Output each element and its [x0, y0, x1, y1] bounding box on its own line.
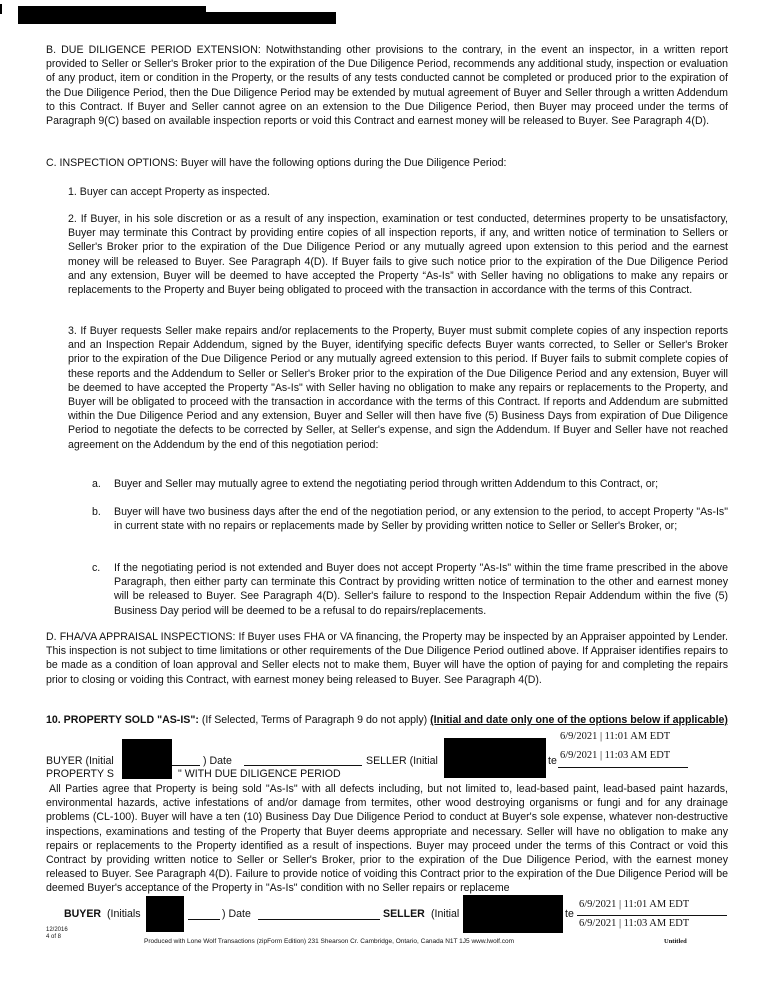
- sub-item-b-text: Buyer will have two business days after the end of the negotiation period, or any extension to the period, to accept Property "As-Is" in current state with no repairs or replacements made by Seller by providing written notice to Seller or Seller's Broker, or;: [114, 506, 728, 533]
- section-b-paragraph: B. DUE DILIGENCE PERIOD EXTENSION: Notwithstanding other provisions to the contrary, in the event an inspector, in a written report provided to Seller or Seller's Broker prior to the expiration of the Due Diligence Period, recommends any additional study, inspection or evaluation of any product, item or condition in the Property, or the results of any tests conducted cannot be completed or produced prior to the expiration of the Due Diligence Period, then the Due Diligence Period may be extended by mutual agreement of Buyer and Seller through a written Addendum to this Contract. If Buyer and Seller cannot agree on an extension to the Due Diligence Period, then Buyer may proceed under the terms of Paragraph 9(C) based on available inspection reports or void this Contract and earnest money will be released to Buyer. See Paragraph 4(D).: [46, 44, 728, 128]
- sub-item-c-label: c.: [92, 562, 101, 574]
- signature-date-stamp-4: 6/9/2021 | 11:03 AM EDT: [579, 918, 690, 929]
- seller2-label: SELLER: [383, 908, 425, 920]
- section-10-body: All Parties agree that Property is being sold "As-Is" with all defects including, but not limited to, lead-based paint, lead-based paint hazards, environmental hazards, active infestations of and/or damage from termites, other wood destroying organisms or fungi and for any drainage problems (CL-100). Buyer will have a ten (10) Business Day Due Diligence Period to conduct at Buyer's sole expense, whatever non-destructive inspections, examinations and testing of the Property that Buyer deems appropriate and necessary. Seller will have no obligation to make any repairs or replacements to the Property identified as a result of inspections. Buyer may proceed under the terms of this Contract or void this Contract by providing written notice to Seller or Seller's Broker, prior to the expiration of the Due Diligence Period, with the earnest money released to Buyer. See Paragraph 4(D). Failure to provide notice of voiding this Contract prior to the expiration of the Due Diligence Period will be deemed Buyer's acceptance of the Property in "As-Is" condition with no Seller repairs or replaceme: [46, 783, 728, 895]
- sub-item-c-text: If the negotiating period is not extended and Buyer does not accept Property "As-Is" within the time frame prescribed in the above Paragraph, then either party can terminate this Contract by providing written notice of termination to the other and earnest money will be released to Buyer. See Paragraph 4(D). Seller's failure to respond to the Inspection Repair Addendum within the five (5) Business Day period will be deemed to be a refusal to do repairs/replacements.: [114, 562, 728, 617]
- buyer-initial-line: [172, 765, 200, 766]
- page-number: 4 of 8: [46, 934, 62, 940]
- header-tick: [0, 4, 2, 14]
- signature-date-stamp-1: 6/9/2021 | 11:01 AM EDT: [560, 731, 671, 742]
- signature-date-stamp-2: 6/9/2021 | 11:03 AM EDT: [560, 750, 671, 761]
- date2-label: ) Date: [222, 908, 251, 920]
- document-name: Untitled: [664, 938, 687, 945]
- buyer-initials-redaction: [146, 896, 184, 932]
- sub-item-a-text: Buyer and Seller may mutually agree to extend the negotiating period through written Addendum to this Contract, or;: [114, 478, 659, 490]
- seller2-initial-redaction: [463, 895, 563, 933]
- form-date: 12/2016: [46, 927, 68, 933]
- signature-date-stamp-3: 6/9/2021 | 11:01 AM EDT: [579, 899, 690, 910]
- buyer-initials-suffix: (Initials: [107, 908, 141, 920]
- section-10-title: 10. PROPERTY SOLD "AS-IS":: [46, 714, 199, 726]
- buyer-date-line[interactable]: [244, 765, 362, 766]
- seller-date-label: te: [548, 755, 557, 767]
- buyer-initial-label: BUYER (Initial: [46, 755, 114, 767]
- seller2-suffix: (Initial: [431, 908, 460, 920]
- option-1-paragraph: 1. Buyer can accept Property as inspected.: [68, 186, 270, 198]
- option-3-paragraph: 3. If Buyer requests Seller make repairs and/or replacements to the Property, Buyer must submit complete copies of any inspection reports and an Inspection Repair Addendum, signed by the Buyer, identifying specific defects Buyer wants corrected, to Seller or Seller's Broker prior to the expiration of the Due Diligence Period or any mutually agreed extension to this period. If Buyer fails to submit complete copies of these reports and the Addendum to Seller or Seller's Broker prior to the expiration of the Due Diligence Period and any extension, Buyer will be deemed to have accepted the Property "As-Is" with Seller having no obligation to make any repairs or replacements to the Property, and Buyer will be obligated to proceed with the transaction in accordance with the terms of this Contract. If reports and Addendum are submitted within the Due Diligence Period and any extension, Buyer and Seller will then have five (5) Business Days from expiration of Due Diligence Period to negotiate the defects to be corrected by Seller, at Seller's expense, and sign the Addendum. If Buyer and Seller have not reached agreement on the Addendum by the end of this negotiation period:: [68, 325, 728, 451]
- buyer-initials-line: [188, 919, 220, 920]
- property-sold-label: PROPERTY S: [46, 768, 114, 780]
- section-c-heading: C. INSPECTION OPTIONS: Buyer will have the following options during the Due Diligence Period:: [46, 157, 507, 169]
- produced-with-footer: Produced with Lone Wolf Transactions (zipForm Edition) 231 Shearson Cr. Cambridge, Ontario, Canada N1T 1J5 www.lwolf.com: [144, 938, 515, 945]
- buyer-date2-line[interactable]: [258, 919, 380, 920]
- buyer-initial-redaction: [122, 739, 172, 779]
- buyer-initials-label: BUYER: [64, 908, 102, 920]
- section-d-paragraph: D. FHA/VA APPRAISAL INSPECTIONS: If Buyer uses FHA or VA financing, the Property may be inspected by an Appraiser appointed by Lender. This inspection is not subject to time limitations or other requirements of the Due Diligence Period outlined above. If Appraiser identifies repairs to be made as a condition of loan approval and Seller elects not to make them, Buyer will have the option of paying for and completing the repairs prior to closing or voiding this Contract, with earnest money being released to Buyer. See Paragraph 4(D).: [46, 631, 728, 686]
- seller2-date-label: te: [565, 908, 574, 920]
- sub-item-a-label: a.: [92, 478, 101, 490]
- seller-date-line[interactable]: [558, 767, 688, 768]
- header-redaction-main: [18, 12, 336, 24]
- seller2-date-line[interactable]: [577, 915, 727, 916]
- option-2-paragraph: 2. If Buyer, in his sole discretion or as a result of any inspection, examination or test conducted, determines property to be unsatisfactory, Buyer may terminate this Contract by providing entire copies of all inspection reports, if any, and written notice of termination to Sellers or Seller's Broker prior to the expiration of the Due Diligence Period or any mutually agreed upon extension to this period and the earnest money will be released to Buyer. See Paragraph 4(D). If Buyer fails to give such notice prior to the expiration of the Due Diligence Period and any extension, Buyer will be deemed to have accepted the Property “As-Is” with Seller having no obligations to make any repairs or replacements to the Property and Buyer being obligated to proceed with the transaction in accordance with the terms of this Contract.: [68, 213, 728, 297]
- seller-initial-label: SELLER (Initial: [366, 755, 438, 767]
- sub-item-b-label: b.: [92, 506, 101, 518]
- date-label: ) Date: [203, 755, 232, 767]
- section-10-instruction: (Initial and date only one of the options below if applicable): [430, 714, 728, 726]
- due-diligence-label: " WITH DUE DILIGENCE PERIOD: [178, 768, 341, 780]
- section-10-heading: [46, 713, 728, 727]
- section-10-note: (If Selected, Terms of Paragraph 9 do not apply): [198, 714, 431, 726]
- seller-initial-redaction: [444, 738, 546, 778]
